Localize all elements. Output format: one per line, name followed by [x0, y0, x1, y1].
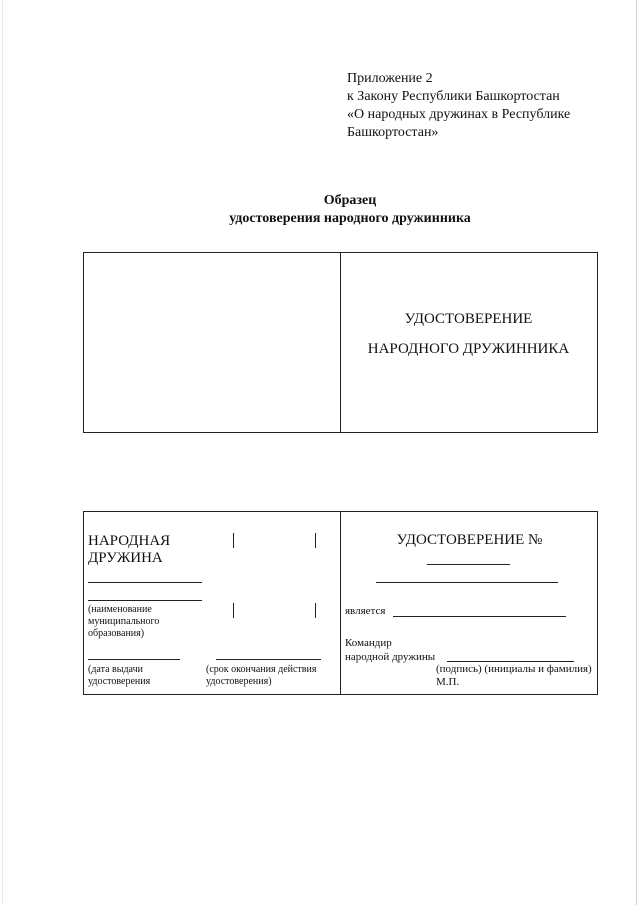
cover-title-line-2: НАРОДНОГО ДРУЖИННИКА [367, 341, 570, 357]
caption-line: муниципального [88, 616, 160, 627]
druzhina-label-line-2: ДРУЖИНА [88, 550, 163, 566]
caption-line: удостоверения [88, 676, 151, 687]
appendix-line: Приложение 2 [347, 71, 433, 86]
signature-caption: (подпись) (инициалы и фамилия) [436, 663, 592, 675]
certificate-number-line [427, 564, 510, 565]
municipality-line [88, 600, 202, 601]
photo-frame-mark [315, 603, 316, 618]
seal-mark: М.П. [436, 676, 460, 688]
certificate-number-label: УДОСТОВЕРЕНИЕ № [396, 532, 543, 548]
heading-line-1: Образец [323, 193, 377, 208]
photo-frame-mark [233, 533, 234, 548]
issue-date-line [88, 659, 180, 660]
document-heading [0, 192, 640, 228]
druzhina-label-line-1: НАРОДНАЯ [88, 533, 171, 549]
caption-line: образования) [88, 628, 145, 639]
heading-line-2: удостоверения народного дружинника [229, 211, 471, 226]
certificate-cover [83, 252, 598, 433]
is-label: является [345, 605, 386, 617]
holder-name-line [376, 582, 558, 583]
expiry-date-caption [206, 664, 316, 688]
municipality-caption [88, 604, 159, 640]
commander-label [345, 636, 435, 664]
appendix-line: Башкортостан» [347, 125, 439, 140]
caption-line: (наименование [88, 604, 152, 615]
commander-line-1: Командир [345, 637, 392, 649]
scan-edge-right [636, 0, 637, 905]
issue-date-caption [88, 664, 150, 688]
cover-title-line-1: УДОСТОВЕРЕНИЕ [404, 311, 533, 327]
photo-frame-mark [233, 603, 234, 618]
appendix-line: к Закону Республики Башкортостан [347, 89, 560, 104]
druzhina-name-line [88, 582, 202, 583]
position-line [393, 616, 566, 617]
caption-line: (дата выдачи [88, 664, 143, 675]
scan-edge-left [2, 0, 3, 905]
cover-title [340, 304, 597, 364]
photo-frame-mark [315, 533, 316, 548]
caption-line: (срок окончания действия [206, 664, 317, 675]
commander-line-2: народной дружины [345, 651, 436, 663]
caption-line: удостоверения) [206, 676, 272, 687]
expiry-date-line [216, 659, 321, 660]
appendix-note [347, 70, 570, 142]
appendix-line: «О народных дружинах в Республике [347, 107, 571, 122]
druzhina-label [88, 533, 170, 567]
certificate-inside [83, 511, 598, 695]
